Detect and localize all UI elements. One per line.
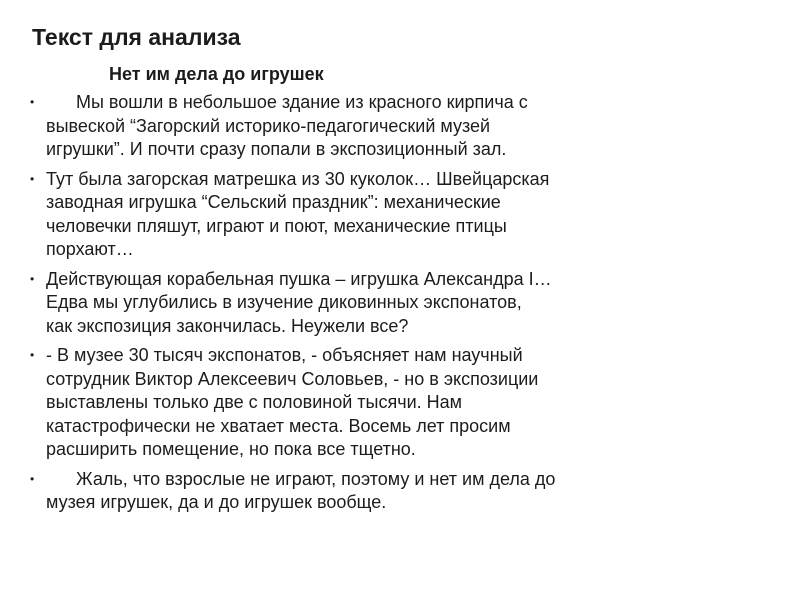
bullet-line: катастрофически не хватает места. Восемь лет просим — [46, 415, 511, 436]
bullet-line: Тут была загорская матрешка из 30 куколок… Швейцарская — [46, 168, 550, 189]
bullet-item-3 — [28, 268, 728, 339]
bullet-item-5 — [28, 468, 728, 515]
bullet-dot-icon: • — [30, 348, 35, 362]
bullet-line: Жаль, что взрослые не играют, поэтому и нет им дела до — [76, 468, 556, 489]
bullet-line: Мы вошли в небольшое здание из красного кирпича с — [76, 92, 528, 112]
bullet-item-2 — [28, 168, 728, 262]
bullet-line: заводная игрушка “Сельский праздник”: механические — [46, 192, 501, 212]
bullet-line: вывеской “Загорский историко-педагогический музей — [46, 115, 491, 136]
bullet-line: сотрудник Виктор Алексеевич Соловьев, - но в экспозиции — [46, 368, 539, 389]
bullet-line: музея игрушек, да и до игрушек вообще. — [46, 492, 387, 512]
bullet-dot-icon: • — [30, 471, 35, 486]
slide-title: Текст для анализа — [32, 24, 241, 50]
bullet-line: расширить помещение, но пока все тщетно. — [46, 439, 416, 459]
bullet-line: как экспозиция закончилась. Неужели все? — [46, 315, 409, 336]
bullet-line: игрушки”. И почти сразу попали в экспозиционный зал. — [46, 139, 507, 159]
bullet-dot-icon: • — [30, 271, 35, 286]
bullet-line: выставлены только две с половиной тысячи. Нам — [46, 392, 463, 412]
bullet-dot-icon: • — [30, 95, 35, 109]
bullet-line: - В музее 30 тысяч экспонатов, - объясняет нам научный — [46, 345, 523, 365]
bullet-dot-icon: • — [30, 171, 35, 186]
bullet-line: порхают… — [46, 239, 134, 259]
bullet-item-4 — [28, 344, 728, 462]
bullet-line: Едва мы углубились в изучение диковинных экспонатов, — [46, 292, 522, 312]
bullet-list — [28, 91, 728, 521]
bullet-line: Действующая корабельная пушка – игрушка Александра I… — [46, 268, 552, 289]
text-subtitle: Нет им дела до игрушек — [109, 64, 324, 84]
bullet-item-1 — [28, 91, 728, 162]
bullet-line: человечки пляшут, играют и поют, механические птицы — [46, 215, 507, 236]
